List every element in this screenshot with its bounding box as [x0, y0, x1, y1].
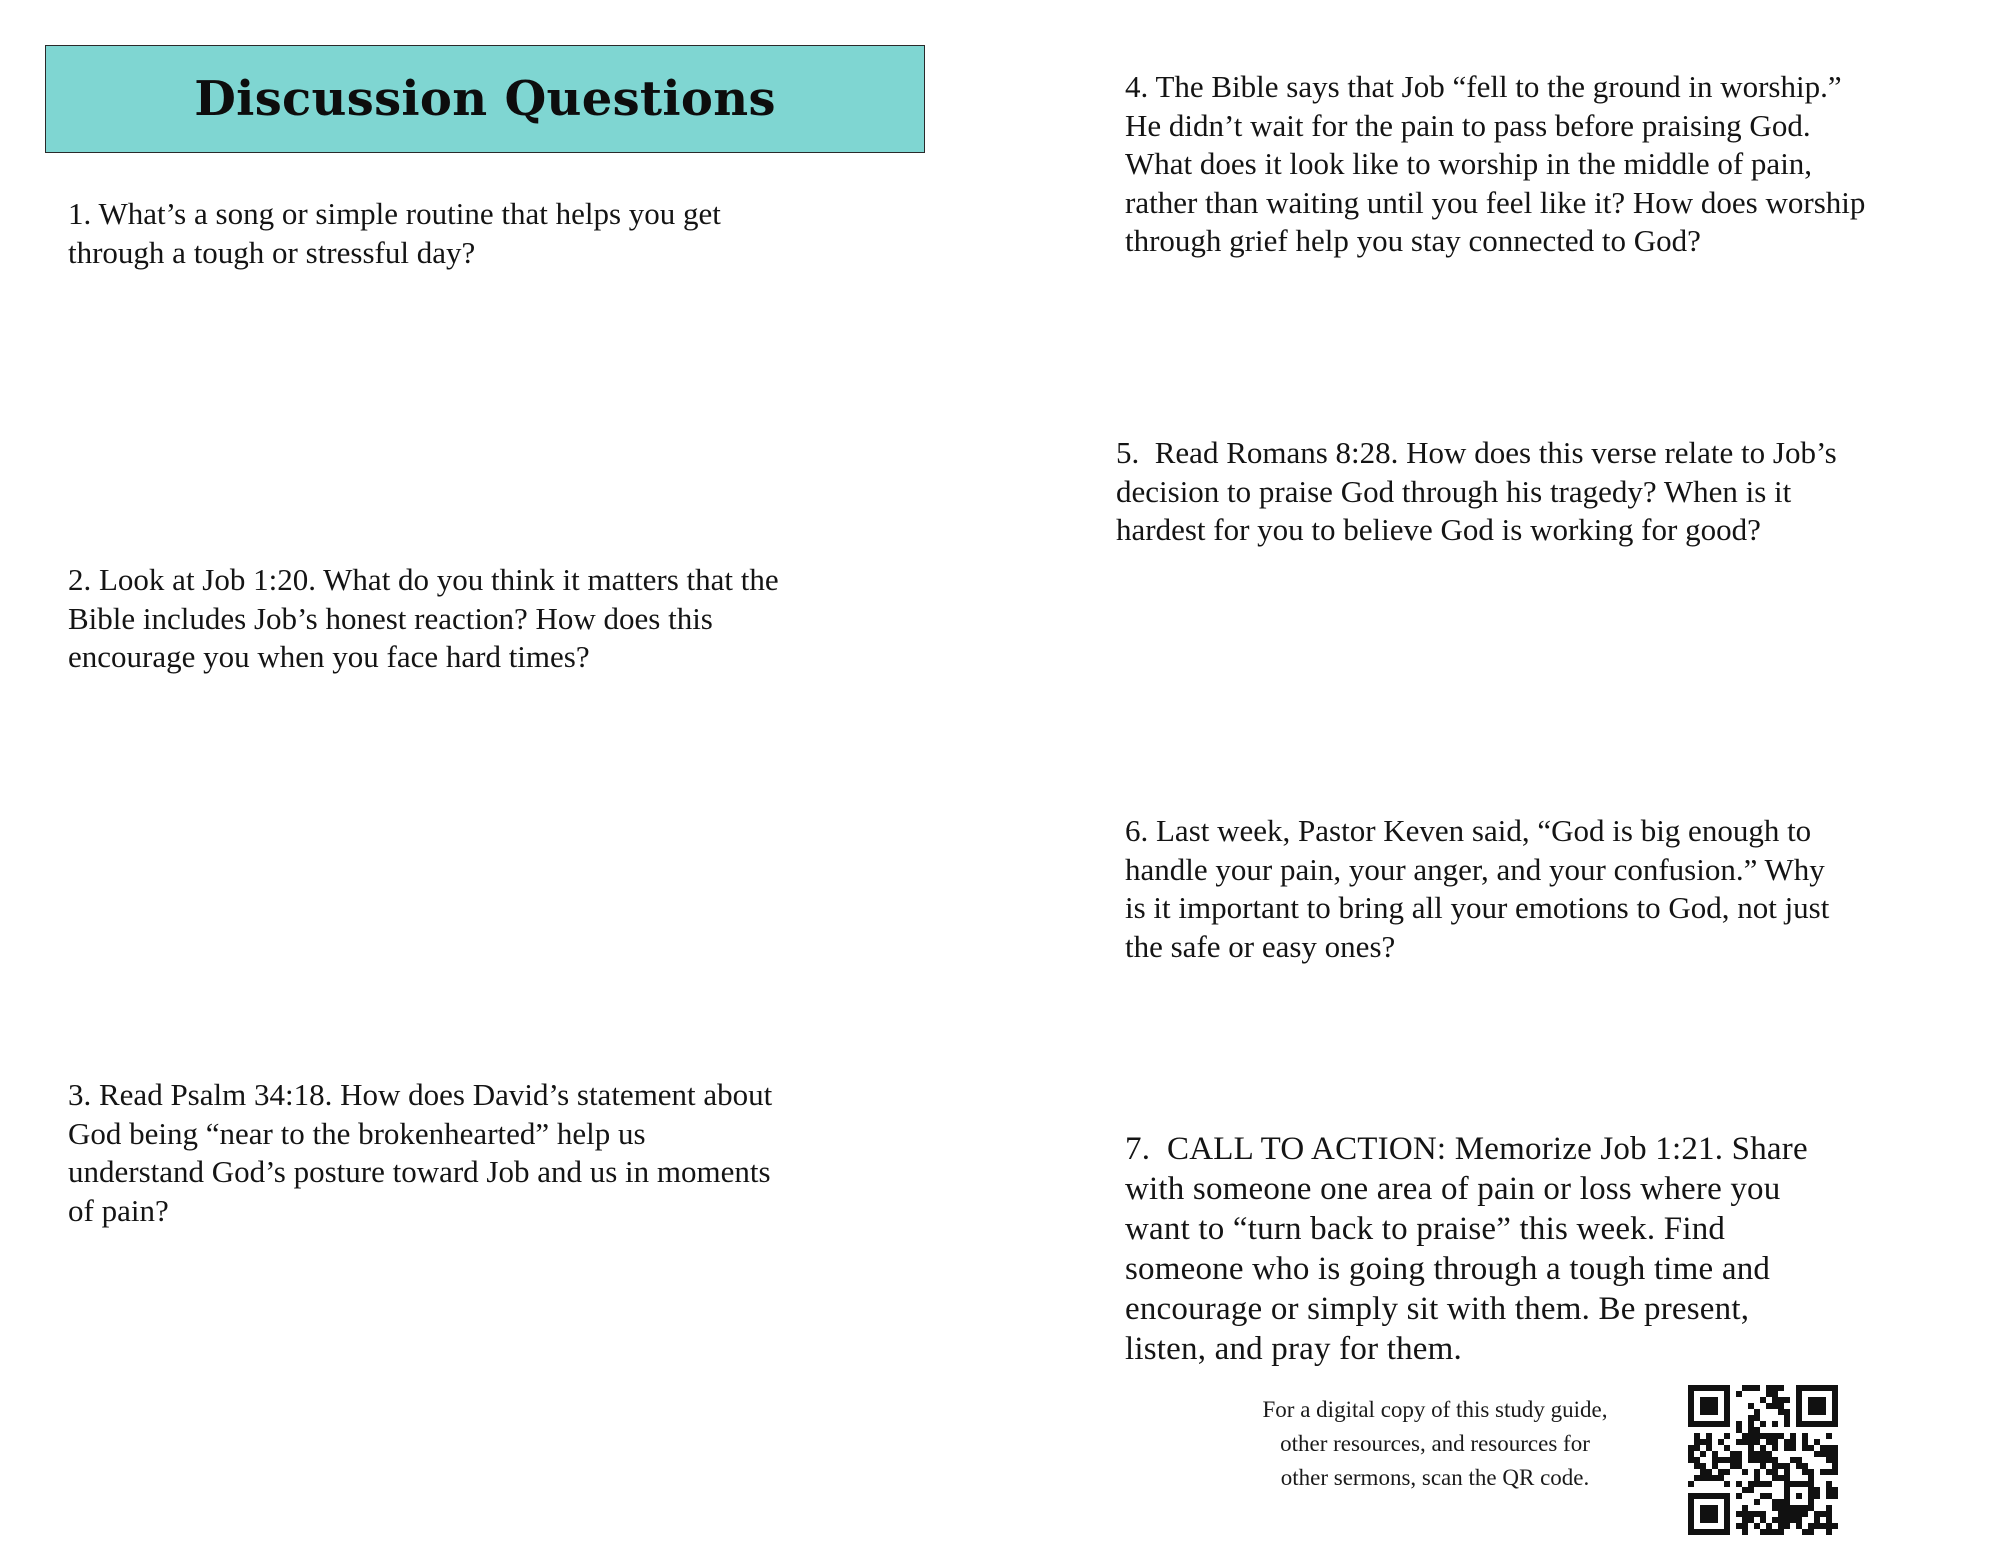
question-4: 4. The Bible says that Job “fell to the ground in worship.” He didn’t wait for the pain to pass before praising God. What does it look like to worship in the middle of pain, rather than waiting until you feel like it? How does worship through grief help you stay connected to God?: [1125, 69, 1866, 258]
question-3: 3. Read Psalm 34:18. How does David’s statement about God being “near to the brokenhearted” help us understand God’s posture toward Job and us in moments of pain?: [68, 1077, 773, 1228]
question-2: 2. Look at Job 1:20. What do you think it matters that the Bible includes Job’s honest reaction? How does this encourage you when you face hard times?: [68, 562, 779, 674]
page-title: Discussion Questions: [194, 71, 776, 127]
question-7-call-to-action: 7. CALL TO ACTION: Memorize Job 1:21. Share with someone one area of pain or loss where you want to “turn back to praise” this week. Find someone who is going through a tough time and encourage or simply sit with them. Be present, listen, and pray for them.: [1125, 1131, 1808, 1367]
question-6: 6. Last week, Pastor Keven said, “God is big enough to handle your pain, your anger, and your confusion.” Why is it important to bring all your emotions to God, not just the safe or easy ones?: [1125, 813, 1830, 964]
qr-code-icon[interactable]: [1688, 1385, 1838, 1535]
question-1: 1. What’s a song or simple routine that helps you get through a tough or stressful day?: [68, 196, 721, 270]
title-banner: [45, 45, 925, 153]
question-5: 5. Read Romans 8:28. How does this verse relate to Job’s decision to praise God through his tragedy? When is it hardest for you to believe God is working for good?: [1116, 435, 1837, 547]
footer-note: For a digital copy of this study guide, other resources, and resources for other sermons, scan the QR code.: [1262, 1397, 1608, 1490]
